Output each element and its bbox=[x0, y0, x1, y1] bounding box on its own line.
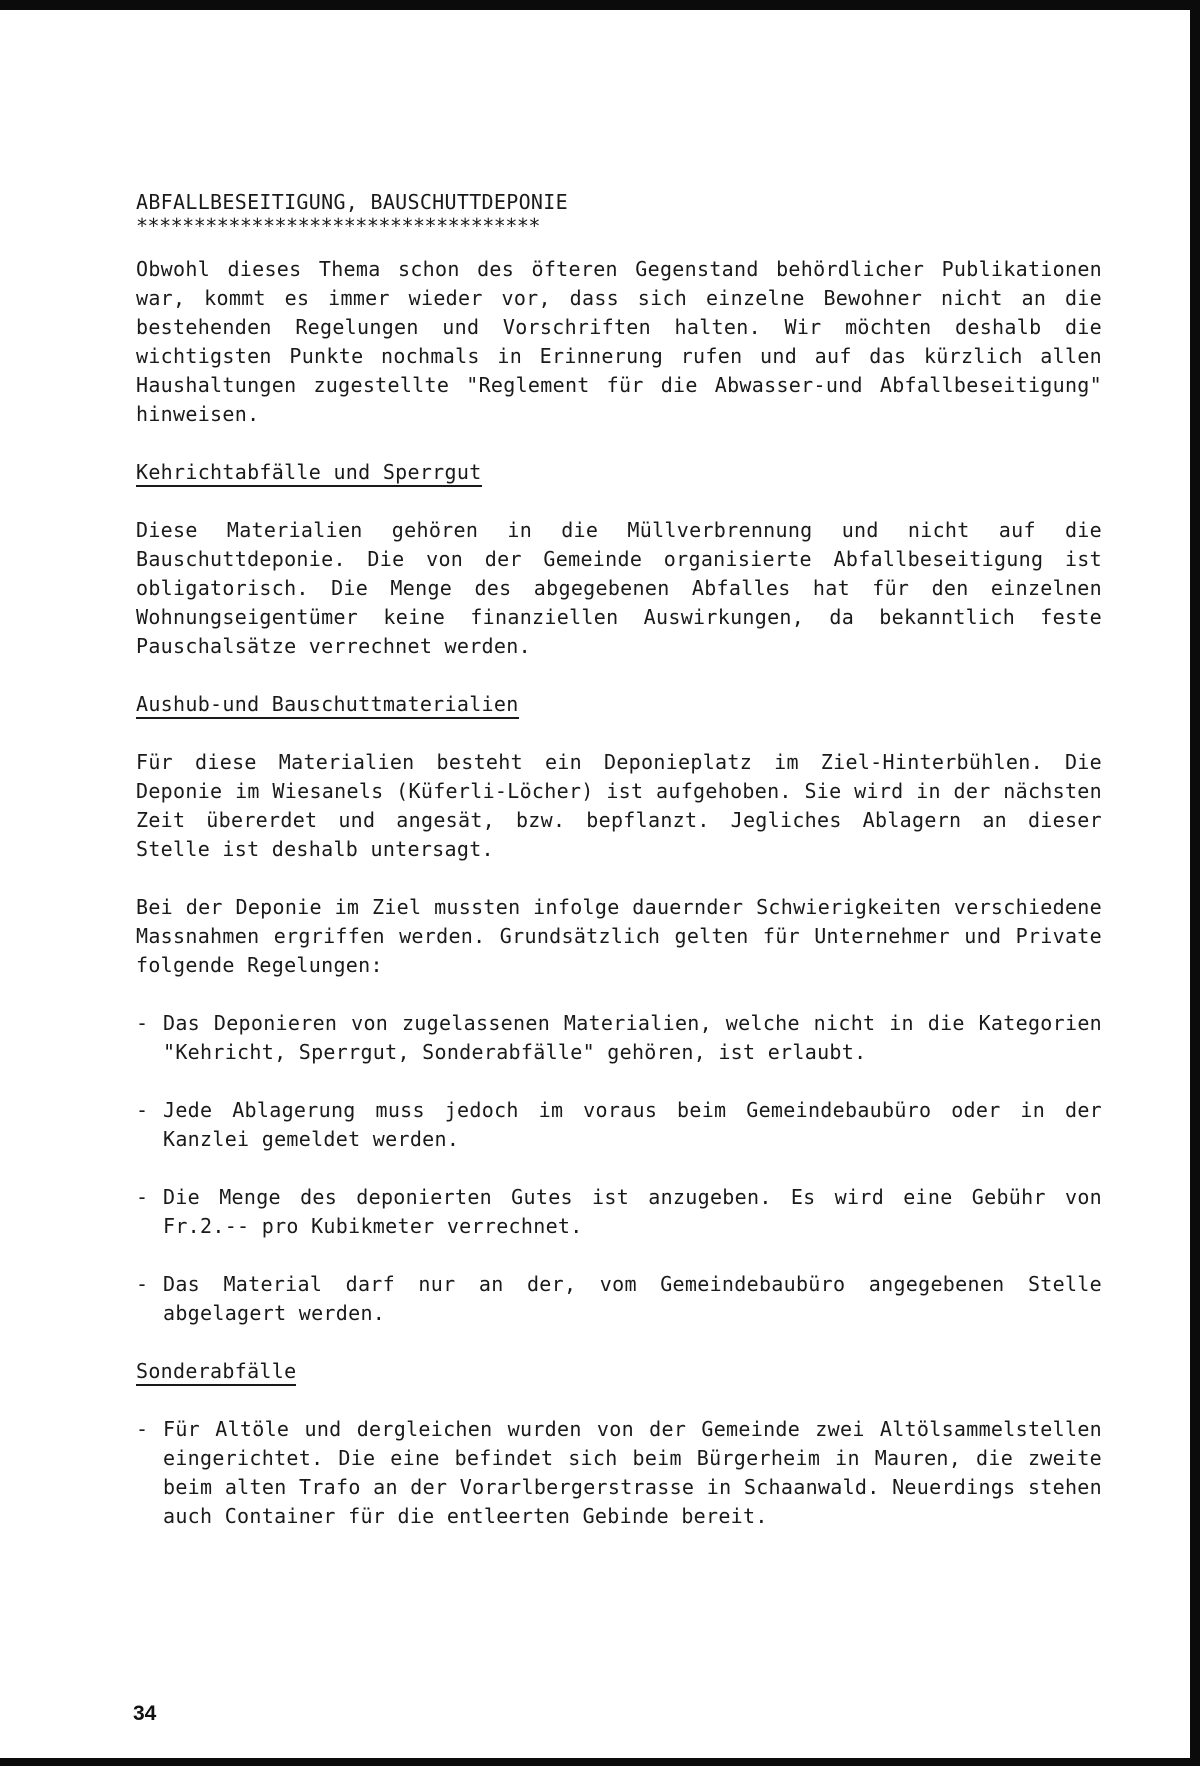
list-item bbox=[136, 1415, 1102, 1531]
list-item bbox=[136, 1270, 1102, 1328]
intro-paragraph: Obwohl dieses Thema schon des öfteren Gegenstand behördlicher Publikationen war, kommt es immer wieder vor, dass sich einzelne Bewohner nicht an die bestehenden Regelungen und Vorschriften halten. Wir möchten deshalb die wichtigsten Punkte nochmals in Erinnerung rufen und auf das kürzlich allen Haushaltungen zugestellte "Reglement für die Abwasser-und Abfallbeseitigung" hinweisen. bbox=[136, 257, 1102, 426]
list-item bbox=[136, 1009, 1102, 1067]
list-item-text: Jede Ablagerung muss jedoch im voraus beim Gemeindebaubüro oder in der Kanzlei gemeldet werden. bbox=[163, 1098, 1102, 1151]
section-heading: Aushub-und Bauschuttmaterialien bbox=[136, 691, 519, 719]
list-item-text: Das Material darf nur an der, vom Gemeindebaubüro angegebenen Stelle abgelagert werden. bbox=[163, 1272, 1102, 1325]
document-page bbox=[0, 10, 1190, 1758]
list-item-text: Für Altöle und dergleichen wurden von der Gemeinde zwei Altölsammelstellen eingerichtet. Die eine befindet sich beim Bürgerheim in Mauren, die zweite beim alten Trafo an der Vorarlbergerstrasse in Schaanwald. Neuerdings stehen auch Container für die entleerten Gebinde bereit. bbox=[163, 1417, 1102, 1528]
section-heading: Sonderabfälle bbox=[136, 1358, 296, 1386]
section-aushub bbox=[136, 690, 1102, 1328]
list-dash: - bbox=[136, 1185, 149, 1209]
page-title: ABFALLBESEITIGUNG, BAUSCHUTTDEPONIE bbox=[136, 190, 568, 214]
list-dash: - bbox=[136, 1272, 149, 1296]
list-dash: - bbox=[136, 1011, 149, 1035]
list-item-text: Das Deponieren von zugelassenen Materialien, welche nicht in die Kategorien "Kehricht, Sperrgut, Sonderabfälle" gehören, ist erlaubt. bbox=[163, 1011, 1102, 1064]
section-heading: Kehrichtabfälle und Sperrgut bbox=[136, 459, 482, 487]
section-paragraph: Diese Materialien gehören in die Müllverbrennung und nicht auf die Bauschuttdeponie. Die von der Gemeinde organisierte Abfallbeseitigung ist obligatorisch. Die Menge des abgegebenen Abfalles hat für den einzelnen Wohnungseigentümer keine finanziellen Auswirkungen, da bekanntlich feste Pauschalsätze verrechnet werden. bbox=[136, 518, 1102, 658]
list-dash: - bbox=[136, 1417, 149, 1441]
title-underline-stars: *********************************** bbox=[136, 214, 540, 238]
section-paragraph: Für diese Materialien besteht ein Deponieplatz im Ziel-Hinterbühlen. Die Deponie im Wiesanels (Küferli-Löcher) ist aufgehoben. Sie wird in der nächsten Zeit übererdet und angesät, bzw. bepflanzt. Jegliches Ablagern an dieser Stelle ist deshalb untersagt. bbox=[136, 750, 1102, 861]
document-body bbox=[136, 188, 1102, 1560]
list-item-text: Die Menge des deponierten Gutes ist anzugeben. Es wird eine Gebühr von Fr.2.-- pro Kubikmeter verrechnet. bbox=[163, 1185, 1102, 1238]
section-sonderabfaelle bbox=[136, 1357, 1102, 1531]
section-kehricht bbox=[136, 458, 1102, 661]
list-dash: - bbox=[136, 1098, 149, 1122]
section-paragraph: Bei der Deponie im Ziel mussten infolge dauernder Schwierigkeiten verschiedene Massnahmen ergriffen werden. Grundsätzlich gelten für Unternehmer und Private folgende Regelungen: bbox=[136, 895, 1102, 977]
list-item bbox=[136, 1096, 1102, 1154]
page-number: 34 bbox=[133, 1702, 157, 1725]
list-item bbox=[136, 1183, 1102, 1241]
